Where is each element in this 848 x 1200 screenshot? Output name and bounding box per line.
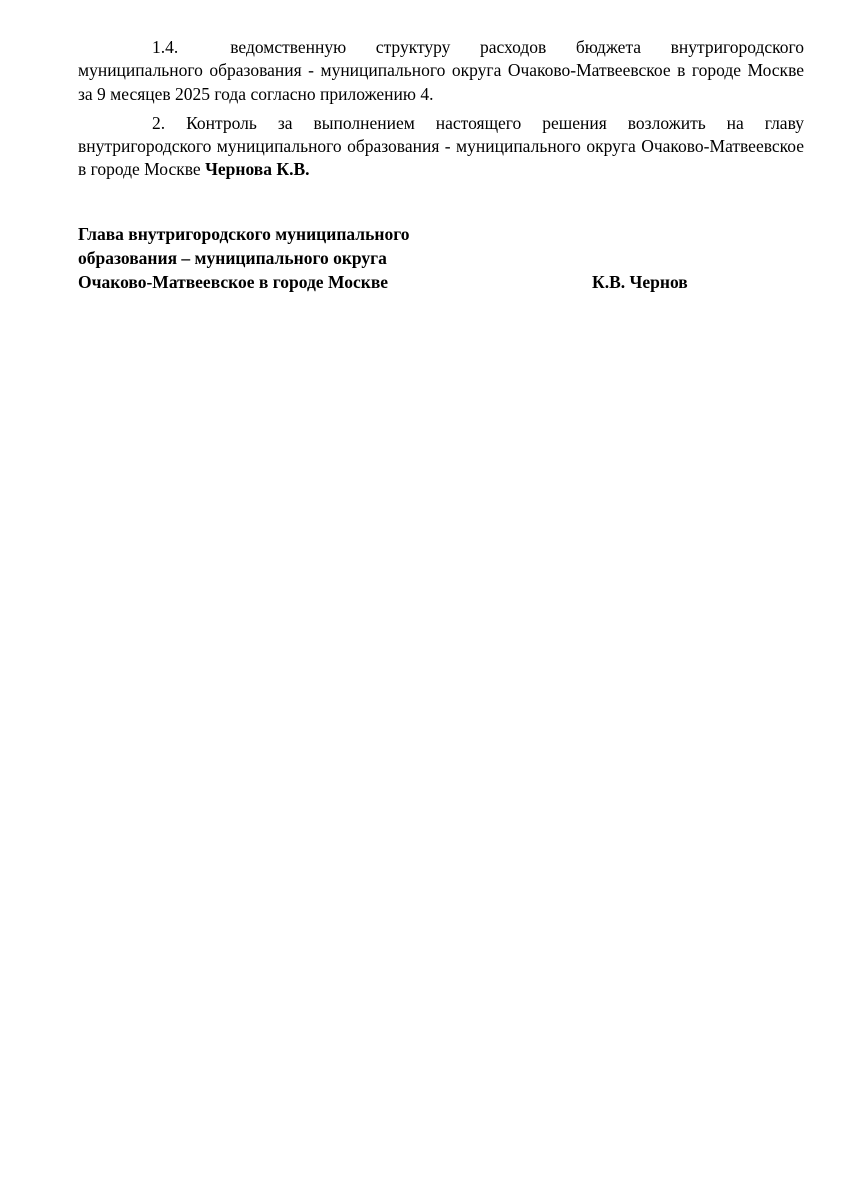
paragraph-number: 1.4.: [152, 37, 179, 57]
paragraph-1-4: [78, 36, 804, 106]
signature-line-3-row: [78, 270, 804, 294]
signer-name: К.В. Чернов: [592, 271, 688, 292]
signature-line-2: образования – муниципального округа: [78, 247, 387, 268]
paragraph-number: 2.: [152, 112, 166, 133]
paragraph-2: [78, 112, 804, 182]
paragraph-text: Контроль за выполнением настоящего решения возложить на главу внутригородского муниципального образования - муниципального округа Очаково-Матвеевское в городе Москве: [78, 112, 804, 180]
paragraph-bold-name: Чернова К.В.: [205, 159, 310, 180]
paragraph-text: ведомственную структуру расходов бюджета внутригородского муниципального образования - муниципального округа Очаково-Матвеевское в городе Москве за 9 месяцев 2025 года согласно приложению 4.: [78, 37, 804, 104]
document-body: [78, 36, 804, 182]
signature-block: [78, 222, 804, 294]
signature-line-3: Очаково-Матвеевское в городе Москве: [78, 271, 389, 292]
signature-line-1: Глава внутригородского муниципального: [78, 223, 410, 244]
